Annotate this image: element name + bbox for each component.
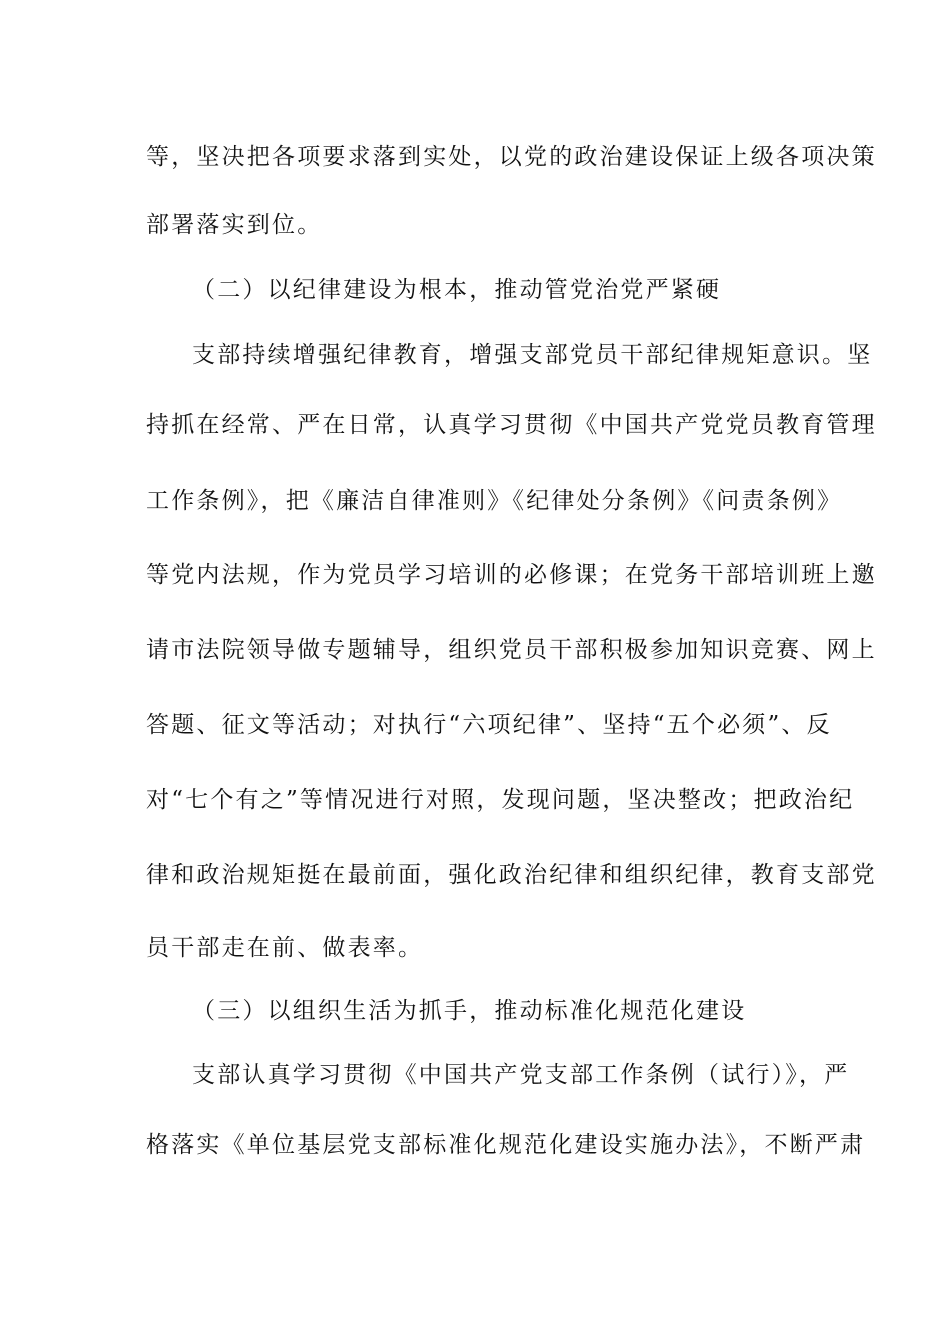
text-line-14: 支部认真学习贯彻《中国共产党支部工作条例（试行）》，严 — [192, 1062, 850, 1088]
text-line-2: 部署落实到位。 — [146, 212, 323, 238]
section-heading-2: （二）以纪律建设为根本，推动管党治党严紧硬 — [192, 277, 722, 303]
text-line-5: 持抓在经常、严在日常，认真学习贯彻《中国共产党党员教育管理 — [146, 412, 877, 438]
text-line-12: 员干部走在前、做表率。 — [146, 935, 424, 961]
text-line-7: 等党内法规，作为党员学习培训的必修课；在党务干部培训班上邀 — [146, 562, 877, 588]
text-line-10: 对“七个有之”等情况进行对照，发现问题，坚决整改；把政治纪 — [146, 787, 855, 813]
text-line-8: 请市法院领导做专题辅导，组织党员干部积极参加知识竞赛、网上 — [146, 637, 877, 663]
text-line-11: 律和政治规矩挺在最前面，强化政治纪律和组织纪律，教育支部党 — [146, 862, 877, 888]
text-line-1: 等，坚决把各项要求落到实处，以党的政治建设保证上级各项决策 — [146, 144, 877, 170]
text-line-9: 答题、征文等活动；对执行“六项纪律”、坚持“五个必须”、反 — [146, 712, 832, 738]
text-line-6: 工作条例》，把《廉洁自律准则》《纪律处分条例》《问责条例》 — [146, 488, 843, 514]
section-heading-3: （三）以组织生活为抓手，推动标准化规范化建设 — [192, 998, 747, 1024]
text-line-15: 格落实《单位基层党支部标准化规范化建设实施办法》，不断严肃 — [146, 1132, 866, 1158]
text-line-4: 支部持续增强纪律教育，增强支部党员干部纪律规矩意识。坚 — [192, 342, 873, 368]
